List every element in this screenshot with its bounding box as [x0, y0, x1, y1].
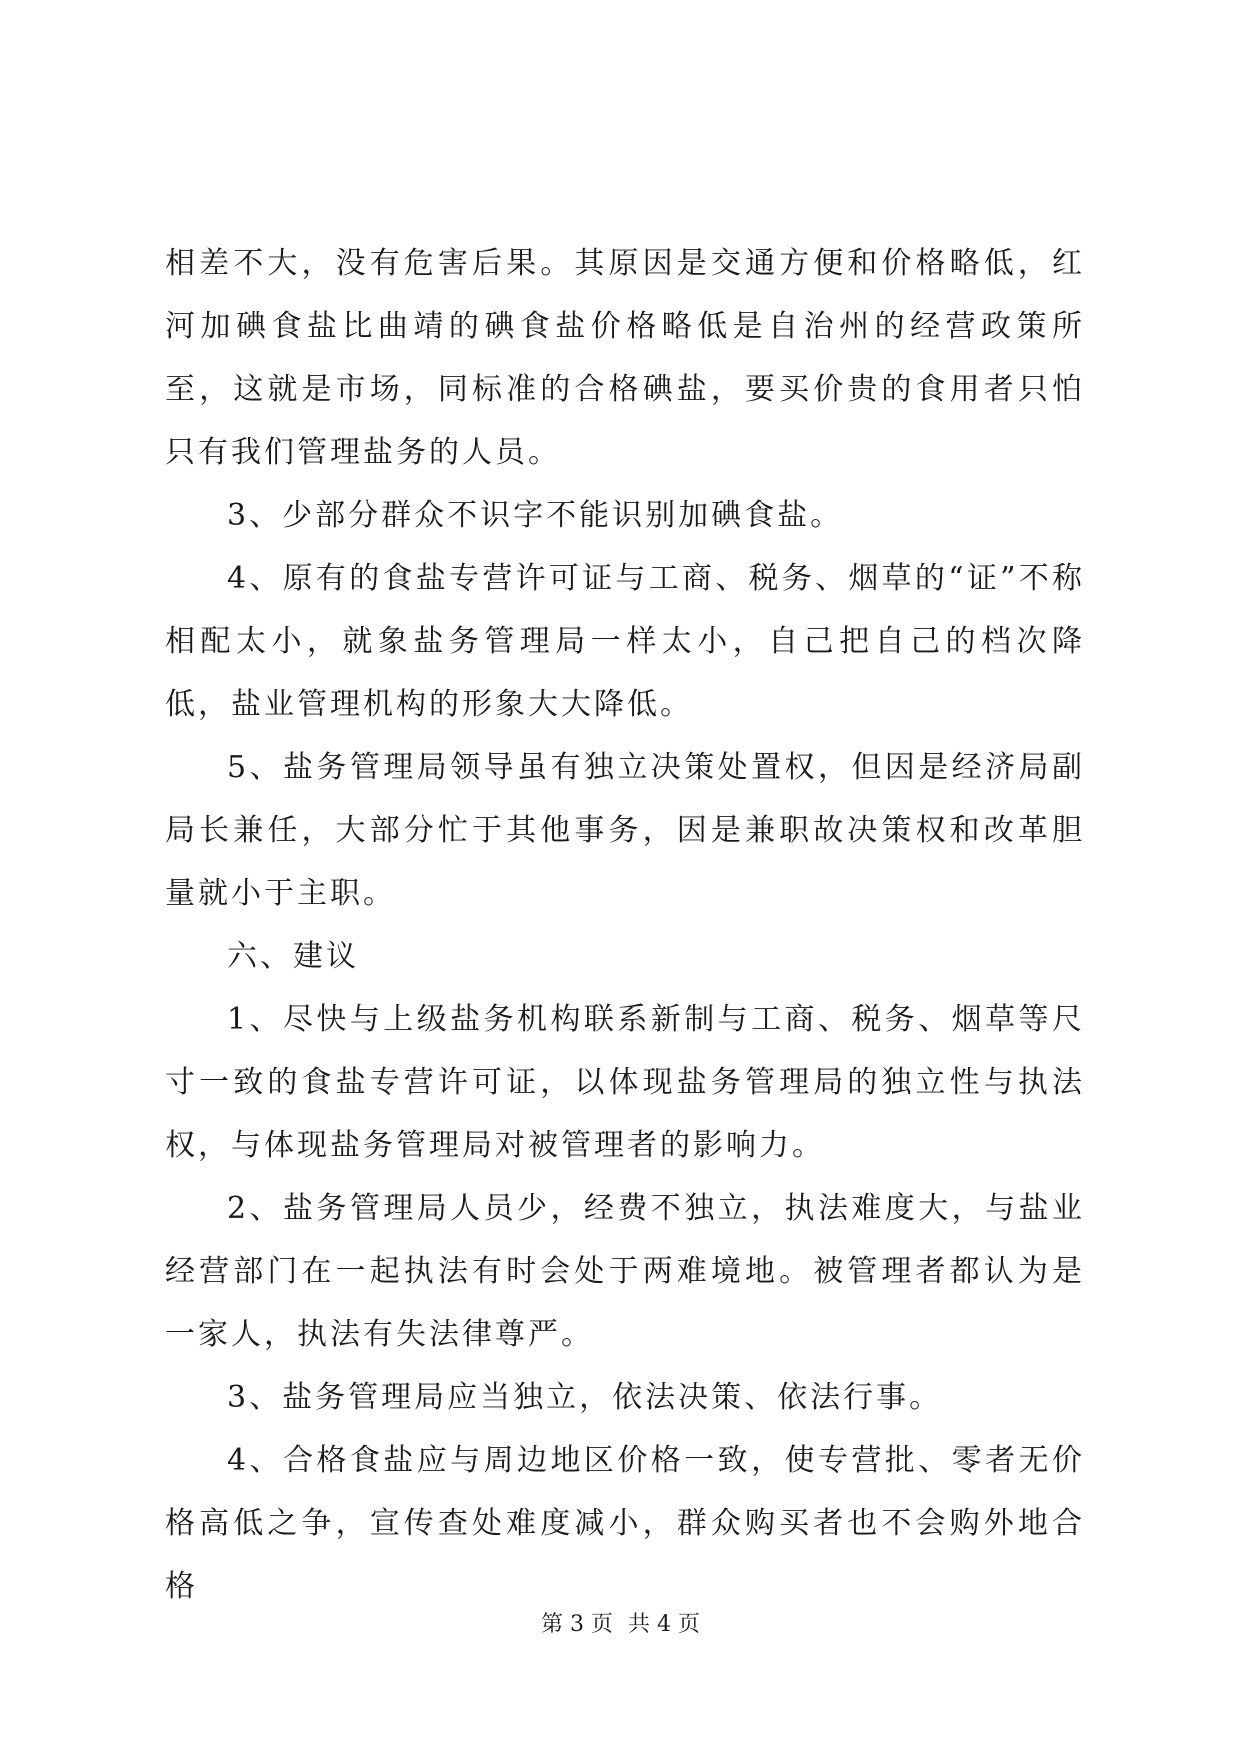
document-body	[165, 232, 1085, 1618]
paragraph-1: 相差不大，没有危害后果。其原因是交通方便和价格略低，红河加碘食盐比曲靖的碘食盐价格略低是自治州的经营政策所至，这就是市场，同标准的合格碘盐，要买价贵的食用者只怕只有我们管理盐务的人员。	[165, 246, 1085, 470]
paragraph-8: 3、盐务管理局应当独立，依法决策、依法行事。	[227, 1380, 943, 1415]
paragraph-7: 2、盐务管理局人员少，经费不独立，执法难度大，与盐业经营部门在一起执法有时会处于两难境地。被管理者都认为是一家人，执法有失法律尊严。	[165, 1191, 1085, 1352]
page-footer	[0, 1610, 1241, 1640]
paragraph-9: 4、合格食盐应与周边地区价格一致，使专营批、零者无价格高低之争，宣传查处难度减小，群众购买者也不会购外地合格	[165, 1443, 1085, 1604]
page-number: 第 3 页	[541, 1612, 613, 1637]
section-heading-suggestions: 六、建议	[227, 939, 359, 974]
paragraph-2: 3、少部分群众不识字不能识别加碘食盐。	[227, 498, 844, 533]
paragraph-6: 1、尽快与上级盐务机构联系新制与工商、税务、烟草等尺寸一致的食盐专营许可证，以体现盐务管理局的独立性与执法权，与体现盐务管理局对被管理者的影响力。	[165, 1002, 1085, 1163]
paragraph-4: 5、盐务管理局领导虽有独立决策处置权，但因是经济局副局长兼任，大部分忙于其他事务，因是兼职故决策权和改革胆量就小于主职。	[165, 750, 1085, 911]
paragraph-3: 4、原有的食盐专营许可证与工商、税务、烟草的“证”不称相配太小，就象盐务管理局一样太小，自己把自己的档次降低，盐业管理机构的形象大大降低。	[165, 561, 1085, 722]
page-total: 共 4 页	[628, 1612, 700, 1637]
